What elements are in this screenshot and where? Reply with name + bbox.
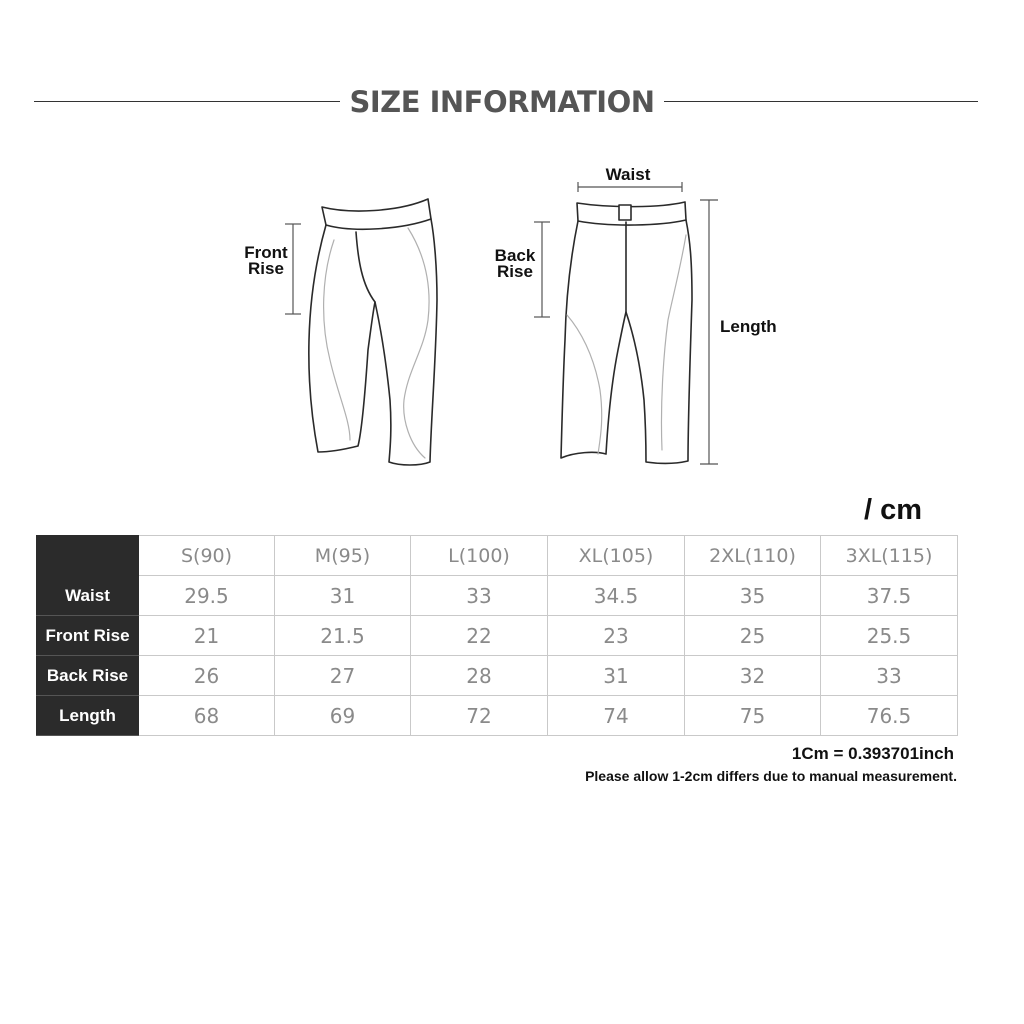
table-cell: 34.5 <box>548 576 685 616</box>
pants-illustration <box>0 140 1024 490</box>
measurement-disclaimer: Please allow 1-2cm differs due to manual measurement. <box>585 768 957 784</box>
table-cell: 76.5 <box>821 696 958 736</box>
size-header-m: M(95) <box>275 536 411 576</box>
front-rise-label <box>240 245 292 277</box>
table-cell: 68 <box>139 696 275 736</box>
front-rise-label-line1: Front <box>244 243 288 262</box>
table-cell: 28 <box>411 656 548 696</box>
table-cell: 33 <box>411 576 548 616</box>
table-cell: 33 <box>821 656 958 696</box>
row-label-waist: Waist <box>37 576 139 616</box>
table-corner-cell <box>37 536 139 576</box>
front-pants-drawing <box>309 199 437 465</box>
table-cell: 27 <box>275 656 411 696</box>
back-pants-drawing <box>561 202 692 463</box>
table-cell: 26 <box>139 656 275 696</box>
waist-label: Waist <box>605 165 651 184</box>
row-label-back-rise: Back Rise <box>37 656 139 696</box>
table-row-front-rise <box>37 616 958 656</box>
table-header-row <box>37 536 958 576</box>
conversion-note: 1Cm = 0.393701inch <box>791 744 954 763</box>
table-cell: 21 <box>139 616 275 656</box>
size-header-l: L(100) <box>411 536 548 576</box>
table-cell: 23 <box>548 616 685 656</box>
size-header-xl: XL(105) <box>548 536 685 576</box>
table-row-back-rise <box>37 656 958 696</box>
size-chart-table <box>36 535 958 736</box>
table-cell: 25.5 <box>821 616 958 656</box>
table-cell: 22 <box>411 616 548 656</box>
title-rule-left <box>34 101 340 102</box>
length-arrow <box>700 200 718 464</box>
table-cell: 32 <box>685 656 821 696</box>
table-row-length <box>37 696 958 736</box>
table-row-waist <box>37 576 958 616</box>
row-label-length: Length <box>37 696 139 736</box>
table-cell: 29.5 <box>139 576 275 616</box>
back-rise-label-line1: Back <box>494 246 536 265</box>
title-block <box>340 80 664 124</box>
table-cell: 75 <box>685 696 821 736</box>
table-cell: 25 <box>685 616 821 656</box>
page-title: SIZE INFORMATION <box>349 85 655 119</box>
table-cell: 37.5 <box>821 576 958 616</box>
title-rule-right <box>664 101 978 102</box>
table-cell: 35 <box>685 576 821 616</box>
size-header-3xl: 3XL(115) <box>821 536 958 576</box>
length-label: Length <box>720 317 777 336</box>
table-cell: 74 <box>548 696 685 736</box>
size-header-2xl: 2XL(110) <box>685 536 821 576</box>
back-rise-label-line2: Rise <box>497 262 533 281</box>
pants-measurement-diagram <box>0 140 1024 490</box>
back-rise-label <box>490 248 540 280</box>
unit-label: / cm <box>864 494 923 526</box>
table-cell: 21.5 <box>275 616 411 656</box>
table-cell: 72 <box>411 696 548 736</box>
table-cell: 31 <box>548 656 685 696</box>
table-cell: 69 <box>275 696 411 736</box>
table-cell: 31 <box>275 576 411 616</box>
size-header-s: S(90) <box>139 536 275 576</box>
row-label-front-rise: Front Rise <box>37 616 139 656</box>
front-rise-label-line2: Rise <box>248 259 284 278</box>
